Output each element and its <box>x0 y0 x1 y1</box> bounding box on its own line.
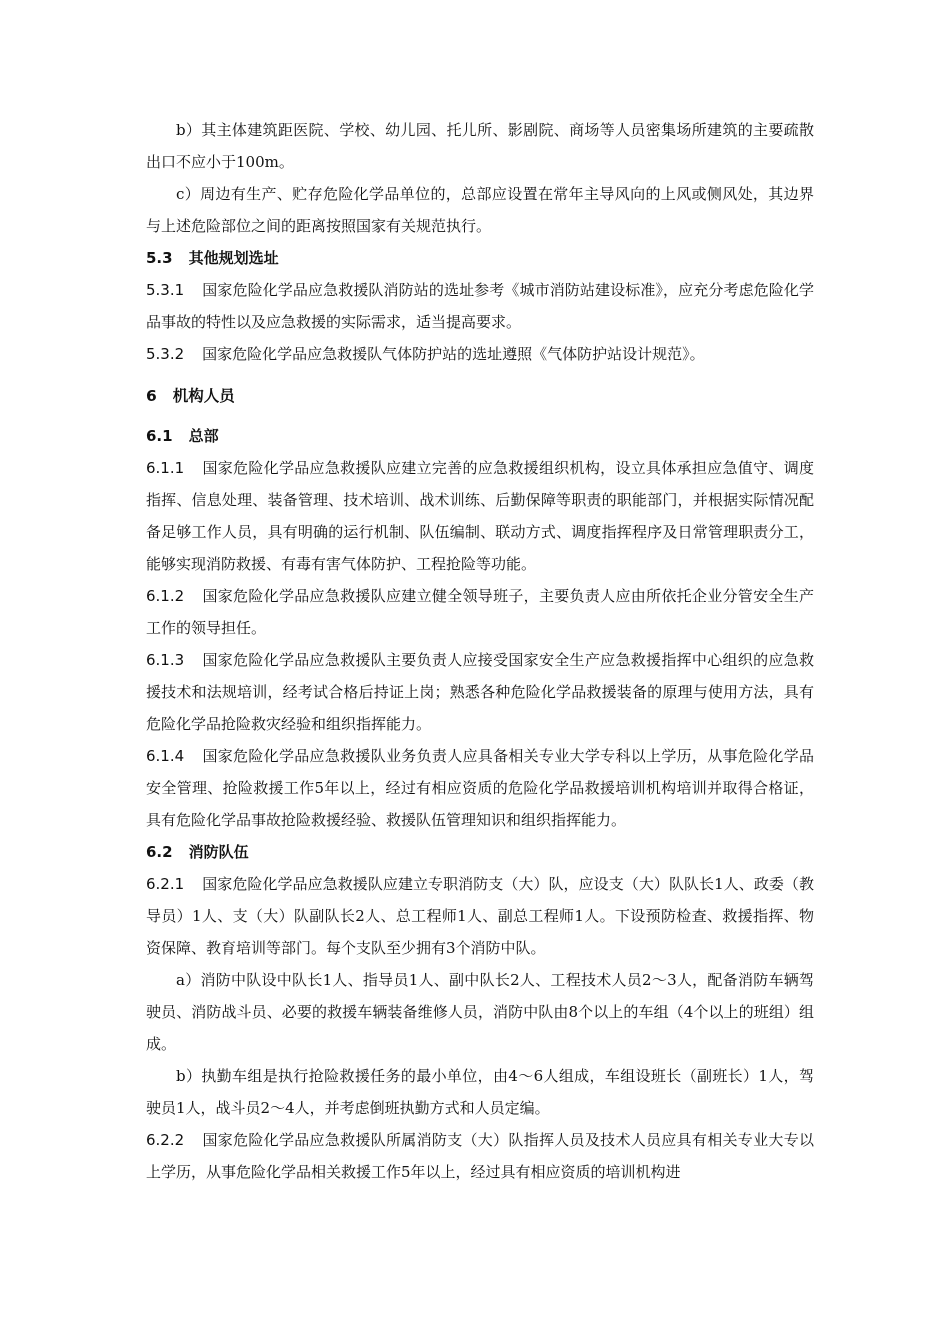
clause-text: 国家危险化学品应急救援队应建立专职消防支（大）队，应设支（大）队队长1人、政委（教导员）1人、支（大）队副队长2人、总工程师1人、副总工程师1人。下设预防检查、救援指挥、物资保障、教育培训等部门。每个支队至少拥有3个消防中队。 <box>146 875 814 957</box>
item-text: b）其主体建筑距医院、学校、幼儿园、托儿所、影剧院、商场等人员密集场所建筑的主要疏散出口不应小于100m。 <box>146 121 814 171</box>
item-text: c）周边有生产、贮存危险化学品单位的，总部应设置在常年主导风向的上风或侧风处，其边界与上述危险部位之间的距离按照国家有关规范执行。 <box>146 185 814 235</box>
clause-text: 国家危险化学品应急救援队气体防护站的选址遵照《气体防护站设计规范》。 <box>202 345 705 363</box>
list-item <box>146 1060 814 1124</box>
clause-number: 6.1.2 <box>146 587 185 605</box>
clause-text: 国家危险化学品应急救援队应建立健全领导班子，主要负责人应由所依托企业分管安全生产工作的领导担任。 <box>146 587 814 637</box>
clause-text: 国家危险化学品应急救援队消防站的选址参考《城市消防站建设标准》，应充分考虑危险化学品事故的特性以及应急救援的实际需求，适当提高要求。 <box>146 281 814 331</box>
clause-paragraph <box>146 452 814 580</box>
clause-paragraph <box>146 868 814 964</box>
clause-number: 6.2.2 <box>146 1131 185 1149</box>
clause-paragraph <box>146 274 814 338</box>
heading-text: 机构人员 <box>172 387 235 405</box>
clause-number: 6.2.1 <box>146 875 185 893</box>
item-text: a）消防中队设中队长1人、指导员1人、副中队长2人、工程技术人员2～3人，配备消防车辆驾驶员、消防战斗员、必要的救援车辆装备维修人员，消防中队由8个以上的车组（4个以上的班组）组成。 <box>146 971 814 1053</box>
item-text: b）执勤车组是执行抢险救援任务的最小单位，由4～6人组成，车组设班长（副班长）1人，驾驶员1人，战斗员2～4人，并考虑倒班执勤方式和人员定编。 <box>146 1067 814 1117</box>
heading-number: 5.3 <box>146 249 173 267</box>
chapter-heading <box>146 380 814 412</box>
section-heading <box>146 242 814 274</box>
list-item <box>146 114 814 178</box>
document-body <box>146 114 814 1188</box>
clause-paragraph <box>146 740 814 836</box>
heading-text: 消防队伍 <box>188 843 249 861</box>
clause-number: 6.1.1 <box>146 459 185 477</box>
section-heading <box>146 420 814 452</box>
heading-text: 其他规划选址 <box>188 249 279 267</box>
clause-paragraph <box>146 1124 814 1188</box>
clause-number: 5.3.2 <box>146 345 185 363</box>
clause-paragraph <box>146 644 814 740</box>
heading-number: 6.1 <box>146 427 173 445</box>
clause-text: 国家危险化学品应急救援队所属消防支（大）队指挥人员及技术人员应具有相关专业大专以上学历，从事危险化学品相关救援工作5年以上，经过具有相应资质的培训机构进 <box>146 1131 814 1181</box>
clause-number: 6.1.4 <box>146 747 185 765</box>
heading-text: 总部 <box>188 427 219 445</box>
clause-text: 国家危险化学品应急救援队应建立完善的应急救援组织机构，设立具体承担应急值守、调度指挥、信息处理、装备管理、技术培训、战术训练、后勤保障等职责的职能部门，并根据实际情况配备足够工作人员，具有明确的运行机制、队伍编制、联动方式、调度指挥程序及日常管理职责分工，能够实现消防救援、有毒有害气体防护、工程抢险等功能。 <box>146 459 814 573</box>
clause-text: 国家危险化学品应急救援队业务负责人应具备相关专业大学专科以上学历，从事危险化学品安全管理、抢险救援工作5年以上，经过有相应资质的危险化学品救援培训机构培训并取得合格证，具有危险化学品事故抢险救援经验、救援队伍管理知识和组织指挥能力。 <box>146 747 814 829</box>
section-heading <box>146 836 814 868</box>
clause-number: 6.1.3 <box>146 651 185 669</box>
list-item <box>146 178 814 242</box>
clause-number: 5.3.1 <box>146 281 185 299</box>
heading-number: 6.2 <box>146 843 173 861</box>
clause-paragraph <box>146 580 814 644</box>
list-item <box>146 964 814 1060</box>
heading-number: 6 <box>146 387 157 405</box>
clause-text: 国家危险化学品应急救援队主要负责人应接受国家安全生产应急救援指挥中心组织的应急救援技术和法规培训，经考试合格后持证上岗；熟悉各种危险化学品救援装备的原理与使用方法，具有危险化学品抢险救灾经验和组织指挥能力。 <box>146 651 814 733</box>
clause-paragraph <box>146 338 814 370</box>
